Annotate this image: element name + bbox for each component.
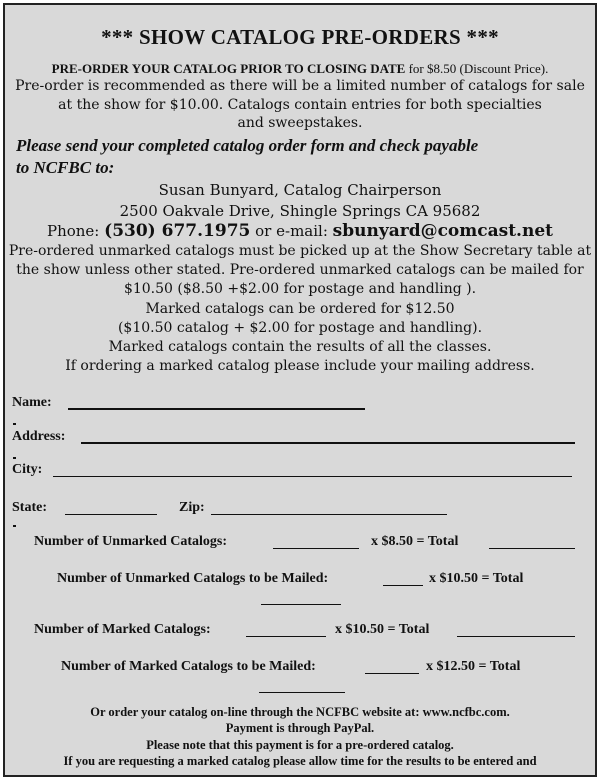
footer-line-1: Or order your catalog on-line through the NCFBC website at: www.ncfbc.com. (90, 705, 510, 719)
email-address: sbunyard@comcast.net (332, 221, 553, 241)
unmarked-label: Number of Unmarked Catalogs: (34, 534, 228, 549)
send-instructions-2: to NCFBC to: (16, 158, 115, 177)
send-instructions-1: Please send your completed catalog order form and check payable (16, 136, 479, 155)
note-line-2: the show unless other stated. Pre-ordered unmarked catalogs can be mailed for (16, 262, 584, 278)
zip-field[interactable] (211, 514, 447, 515)
note-line-3: $10.50 ($8.50 +$2.00 for postage and handling ). (123, 281, 477, 297)
state-field[interactable] (65, 514, 157, 515)
note-line-6: Marked catalogs contain the results of all the classes. (108, 339, 492, 355)
note-line-4: Marked catalogs can be ordered for $12.50 (145, 301, 455, 317)
state-label: State: (12, 500, 47, 515)
marked-mailed-qty-field[interactable] (365, 673, 419, 674)
city-field[interactable] (53, 476, 572, 477)
intro-line-2: Pre-order is recommended as there will be a limited number of catalogs for sale (15, 78, 585, 94)
city-label: City: (12, 462, 43, 477)
contact-address: 2500 Oakvale Drive, Shingle Springs CA 95682 (119, 202, 481, 220)
unmarked-price: x $8.50 = Total (371, 534, 459, 549)
contact-phone-email (5, 221, 595, 241)
unmarked-qty-field[interactable] (273, 548, 359, 549)
note-line-1: Pre-ordered unmarked catalogs must be picked up at the Show Secretary table at (8, 243, 592, 259)
intro-line-3: at the show for $10.00. Catalogs contain entries for both specialties (58, 97, 542, 113)
note-line-5: ($10.50 catalog + $2.00 for postage and handling). (117, 320, 483, 336)
zip-label: Zip: (179, 500, 205, 515)
divider-mark (13, 457, 16, 459)
contact-name: Susan Bunyard, Catalog Chairperson (158, 181, 442, 199)
page-title: *** SHOW CATALOG PRE-ORDERS *** (101, 25, 499, 49)
marked-price: x $10.50 = Total (335, 622, 430, 637)
divider-mark (13, 525, 16, 527)
note-line-7: If ordering a marked catalog please include your mailing address. (65, 358, 535, 374)
intro-for: for (408, 61, 424, 76)
address-label: Address: (12, 429, 66, 444)
unmarked-mailed-price: x $10.50 = Total (429, 571, 524, 586)
intro-closing-date: PRE-ORDER YOUR CATALOG PRIOR TO CLOSING DATE (51, 61, 406, 76)
footer-line-4: If you are requesting a marked catalog please allow time for the results to be entered and (63, 754, 537, 768)
unmarked-mailed-total-field[interactable] (261, 604, 341, 605)
email-label: or e-mail: (255, 222, 328, 240)
marked-label: Number of Marked Catalogs: (34, 622, 211, 637)
marked-mailed-price: x $12.50 = Total (426, 659, 521, 674)
marked-mailed-label: Number of Marked Catalogs to be Mailed: (61, 659, 316, 674)
phone-number: (530) 677.1975 (104, 221, 251, 241)
name-label: Name: (12, 395, 52, 410)
divider-mark (13, 423, 16, 425)
address-field[interactable] (81, 442, 575, 444)
unmarked-total-field[interactable] (489, 548, 575, 549)
marked-mailed-total-field[interactable] (259, 692, 345, 693)
intro-price: $8.50 (Discount Price). (427, 61, 549, 76)
unmarked-mailed-label: Number of Unmarked Catalogs to be Mailed: (57, 571, 329, 586)
name-field[interactable] (68, 408, 365, 410)
unmarked-mailed-qty-field[interactable] (383, 585, 423, 586)
footer-line-2: Payment is through PayPal. (225, 721, 375, 735)
intro-line-4: and sweepstakes. (237, 115, 363, 131)
marked-total-field[interactable] (457, 636, 575, 637)
footer-line-3: Please note that this payment is for a pre-ordered catalog. (146, 738, 454, 752)
intro-line-1 (5, 61, 595, 77)
phone-label: Phone: (46, 222, 100, 240)
catalog-order-form (3, 3, 597, 777)
marked-qty-field[interactable] (246, 636, 326, 637)
